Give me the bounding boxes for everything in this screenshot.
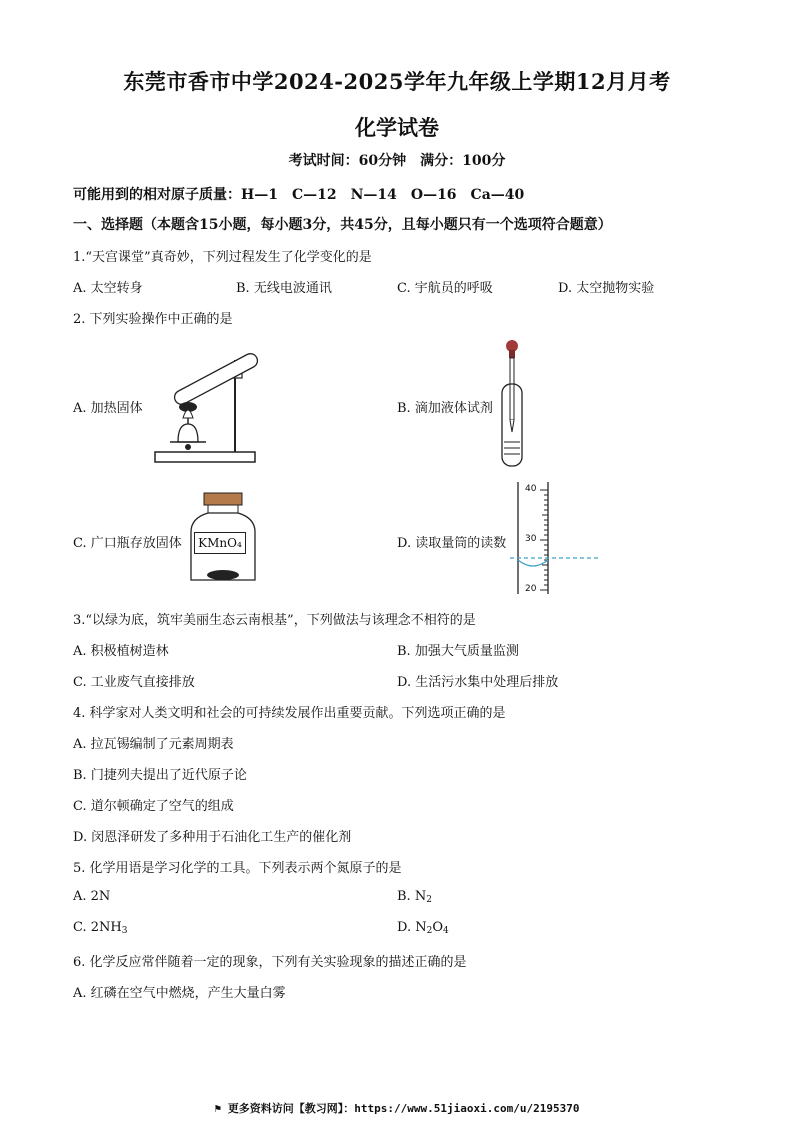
footer-text: 更多资料访问【教习网】：https://www.51jiaoxi.com/u/2195370 bbox=[227, 1102, 580, 1115]
q2-option-a: A. 加热固体 bbox=[73, 401, 143, 416]
q5-option-d: D. $N_2O_4$ bbox=[397, 920, 449, 936]
question-2-stem: 2. 下列实验操作中正确的是 bbox=[73, 312, 233, 327]
exam-subtitle: 化学试卷 bbox=[355, 115, 439, 140]
footer-link[interactable] bbox=[0, 1100, 794, 1116]
bottle-label: KMnO₄ bbox=[194, 532, 246, 554]
question-1-stem: 1.“天宫课堂”真奇妙，下列过程发生了化学变化的是 bbox=[73, 250, 372, 265]
q4-option-c: C. 道尔顿确定了空气的组成 bbox=[73, 799, 234, 814]
section-heading: 一、选择题（本题含15小题，每小题3分，共45分，且每小题只有一个选项符合题意） bbox=[73, 217, 612, 233]
question-4-stem: 4. 科学家对人类文明和社会的可持续发展作出重要贡献。下列选项正确的是 bbox=[73, 706, 506, 721]
q2-option-b: B. 滴加液体试剂 bbox=[397, 401, 493, 416]
q3-option-b: B. 加强大气质量监测 bbox=[397, 644, 519, 659]
q4-option-a: A. 拉瓦锡编制了元素周期表 bbox=[73, 737, 234, 752]
q1-option-b: B. 无线电波通讯 bbox=[236, 281, 332, 296]
question-3-stem: 3.“以绿为底，筑牢美丽生态云南根基”，下列做法与该理念不相符的是 bbox=[73, 613, 476, 628]
cylinder-tick-30: 30 bbox=[525, 534, 537, 544]
q1-option-c: C. 宇航员的呼吸 bbox=[397, 281, 493, 296]
q6-option-a: A. 红磷在空气中燃烧，产生大量白雾 bbox=[73, 986, 286, 1001]
question-6-stem: 6. 化学反应常伴随着一定的现象，下列有关实验现象的描述正确的是 bbox=[73, 955, 467, 970]
q5-option-c: C. $2NH_3$ bbox=[73, 920, 128, 936]
q2-option-c: C. 广口瓶存放固体 bbox=[73, 536, 182, 551]
q3-option-c: C. 工业废气直接排放 bbox=[73, 675, 195, 690]
q5-option-a: A. 2N bbox=[73, 889, 111, 904]
exam-info: 考试时间：60分钟 满分：100分 bbox=[288, 153, 506, 169]
exam-title: 东莞市香市中学2024-2025学年九年级上学期12月月考 bbox=[123, 69, 671, 94]
q2-option-d: D. 读取量筒的读数 bbox=[397, 536, 507, 551]
q5-option-b: B. $N_2$ bbox=[397, 889, 432, 905]
cylinder-tick-20: 20 bbox=[525, 584, 537, 594]
cylinder-tick-40: 40 bbox=[525, 484, 537, 494]
q1-option-a: A. 太空转身 bbox=[73, 281, 143, 296]
q3-option-a: A. 积极植树造林 bbox=[73, 644, 169, 659]
atomic-masses: 可能用到的相对原子质量：H—1 C—12 N—14 O—16 Ca—40 bbox=[73, 187, 525, 203]
q1-option-d: D. 太空抛物实验 bbox=[558, 281, 655, 296]
heating-apparatus-figure bbox=[150, 340, 270, 470]
q4-option-b: B. 门捷列夫提出了近代原子论 bbox=[73, 768, 247, 783]
q4-option-d: D. 闵恩泽研发了多种用于石油化工生产的催化剂 bbox=[73, 830, 352, 845]
q3-option-d: D. 生活污水集中处理后排放 bbox=[397, 675, 559, 690]
question-5-stem: 5. 化学用语是学习化学的工具。下列表示两个氮原子的是 bbox=[73, 861, 402, 876]
flag-icon: ⚑ bbox=[214, 1102, 222, 1115]
dropper-figure bbox=[496, 336, 536, 476]
